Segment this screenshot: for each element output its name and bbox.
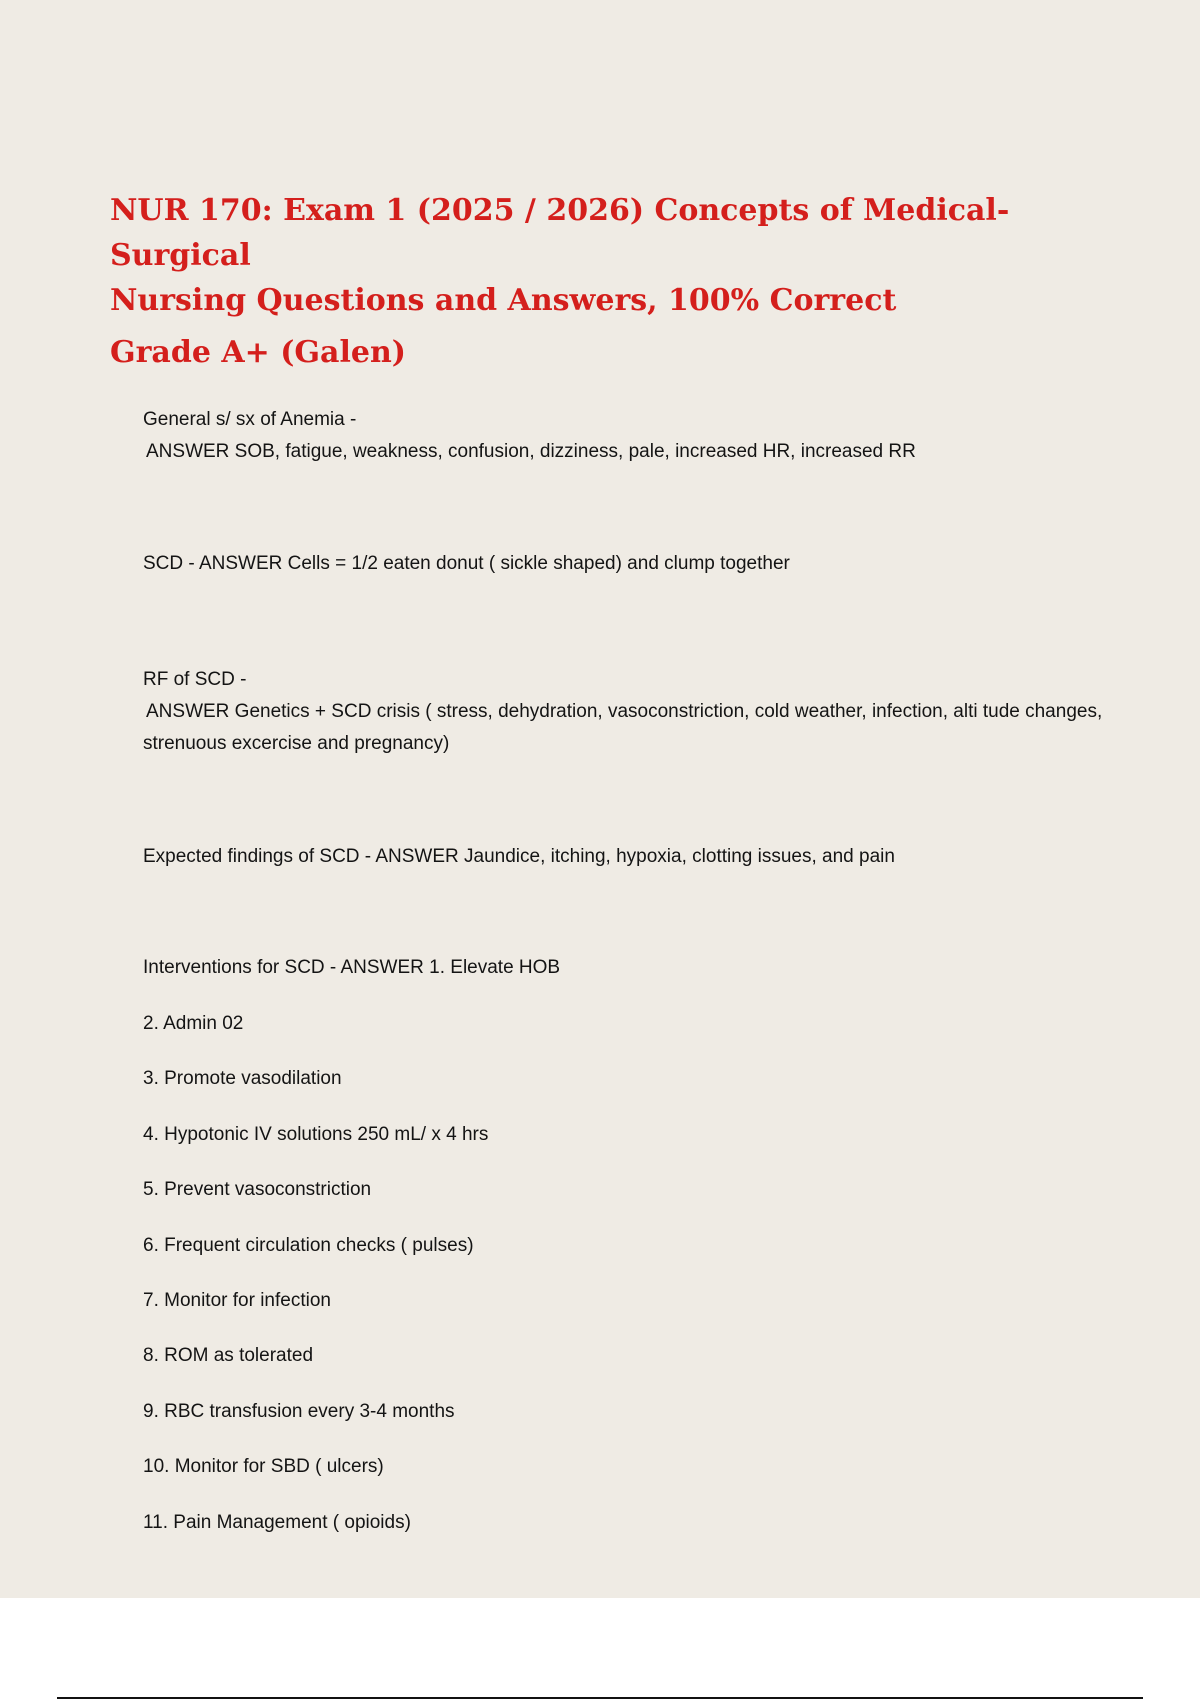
question-text: SCD - ANSWER Cells = 1/2 eaten donut ( sickle shaped) and clump together: [143, 553, 790, 574]
list-item: 3. Promote vasodilation: [143, 1068, 342, 1090]
document-title: [110, 188, 1070, 375]
list-item: 2. Admin 02: [143, 1013, 244, 1034]
title-line-3: Grade A+ (Galen): [110, 335, 406, 370]
list-item: 8. ROM as tolerated: [143, 1345, 314, 1367]
list-item: 7. Monitor for infection: [143, 1289, 331, 1311]
qa-scd-definition: [143, 548, 1103, 580]
question-text: RF of SCD -: [143, 669, 247, 690]
interventions-heading: Interventions for SCD - ANSWER 1. Elevate HOB: [143, 957, 561, 978]
list-item: 6. Frequent circulation checks ( pulses): [143, 1234, 474, 1256]
title-line-1: NUR 170: Exam 1 (2025 / 2026) Concepts of Medical-Surgical: [110, 193, 1010, 273]
title-line-2: Nursing Questions and Answers, 100% Correct: [110, 283, 897, 318]
interventions-list: [143, 1008, 488, 1562]
question-text: Expected findings of SCD - ANSWER Jaundice, itching, hypoxia, clotting issues, and pain: [143, 846, 895, 867]
list-item: 11. Pain Management ( opioids): [143, 1511, 411, 1533]
list-item: 9. RBC transfusion every 3-4 months: [143, 1400, 455, 1422]
answer-text: ANSWER Genetics + SCD crisis ( stress, dehydration, vasoconstriction, cold weather, infection, alti tude changes, strenuous excercise and pregnancy): [143, 701, 1103, 754]
qa-scd-risk-factors: [143, 664, 1103, 760]
qa-scd-expected-findings: [143, 841, 1103, 873]
page-divider: [57, 1697, 1143, 1699]
list-item: 4. Hypotonic IV solutions 250 mL/ x 4 hrs: [143, 1123, 489, 1145]
list-item: 5. Prevent vasoconstriction: [143, 1179, 372, 1201]
question-text: General s/ sx of Anemia -: [143, 409, 357, 430]
answer-text: ANSWER SOB, fatigue, weakness, confusion, dizziness, pale, increased HR, increased RR: [146, 441, 916, 462]
list-item: 10. Monitor for SBD ( ulcers): [143, 1456, 384, 1478]
qa-anemia-symptoms: [143, 404, 1103, 468]
